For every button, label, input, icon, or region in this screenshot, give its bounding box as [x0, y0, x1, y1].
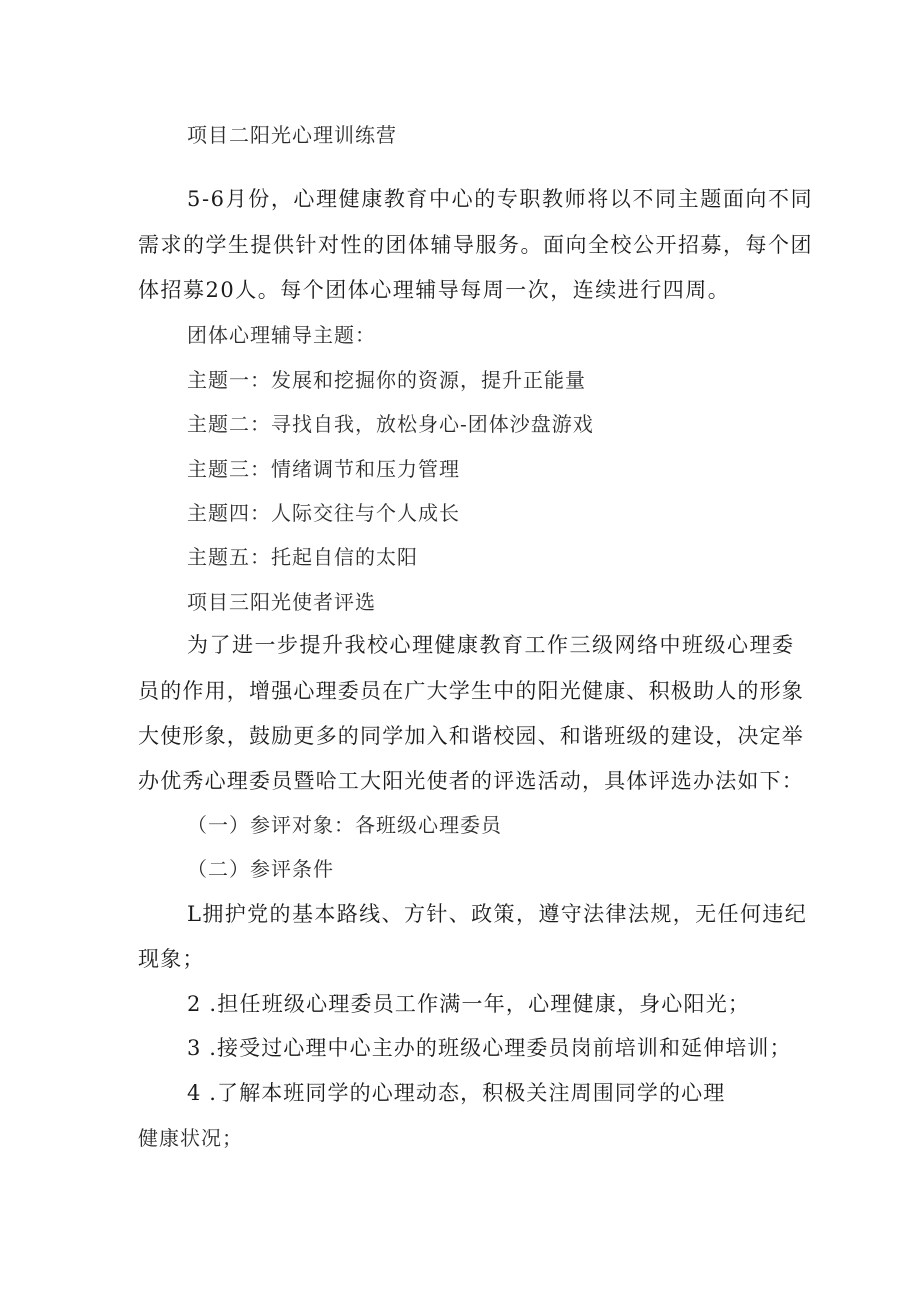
project2-para-line-2: 需求的学生提供针对性的团体辅导服务。面向全校公开招募，每个团: [138, 233, 813, 257]
theme-item-2: 主题二：寻找自我，放松身心-团体沙盘游戏: [187, 412, 594, 436]
condition-4-line-1: 4 .了解本班同学的心理动态，积极关注周围同学的心理: [187, 1081, 726, 1105]
condition-4-line-2: 健康状况；: [138, 1126, 243, 1150]
condition-1-line-2: 现象；: [138, 947, 205, 971]
project3-para-line-1: 为了进一步提升我校心理健康教育工作三级网络中班级心理委: [187, 633, 795, 657]
condition-3: 3 .接受过心理中心主办的班级心理委员岗前培训和延伸培训；: [187, 1036, 792, 1060]
project3-para-line-2: 员的作用，增强心理委员在广大学生中的阳光健康、积极助人的形象: [138, 679, 804, 703]
project3-heading: 项目三阳光使者评选: [187, 590, 376, 614]
themes-title: 团体心理辅导主题：: [187, 323, 376, 347]
project3-para-line-4: 办优秀心理委员暨哈工大阳光使者的评选活动，具体评选办法如下：: [138, 769, 804, 793]
section-conditions: （二）参评条件: [187, 857, 334, 881]
project2-para-line-1: 5-6月份，心理健康教育中心的专职教师将以不同主题面向不同: [187, 187, 814, 211]
theme-item-5: 主题五：托起自信的太阳: [187, 545, 418, 569]
theme-item-3: 主题三：情绪调节和压力管理: [187, 457, 460, 481]
project3-para-line-3: 大使形象，鼓励更多的同学加入和谐校园、和谐班级的建设，决定举: [138, 724, 804, 748]
project2-para-line-3: 体招募20人。每个团体心理辅导每周一次，连续进行四周。: [138, 278, 731, 302]
theme-item-1: 主题一：发展和挖掘你的资源，提升正能量: [187, 368, 586, 392]
project2-heading: 项目二阳光心理训练营: [187, 123, 397, 147]
condition-1-line-1: L拥护党的基本路线、方针、政策，遵守法律法规，无任何违纪: [187, 902, 808, 926]
condition-2: 2 .担任班级心理委员工作满一年，心理健康，身心阳光；: [187, 992, 751, 1016]
section-participants: （一）参评对象：各班级心理委员: [187, 813, 502, 837]
theme-item-4: 主题四：人际交往与个人成长: [187, 501, 460, 525]
